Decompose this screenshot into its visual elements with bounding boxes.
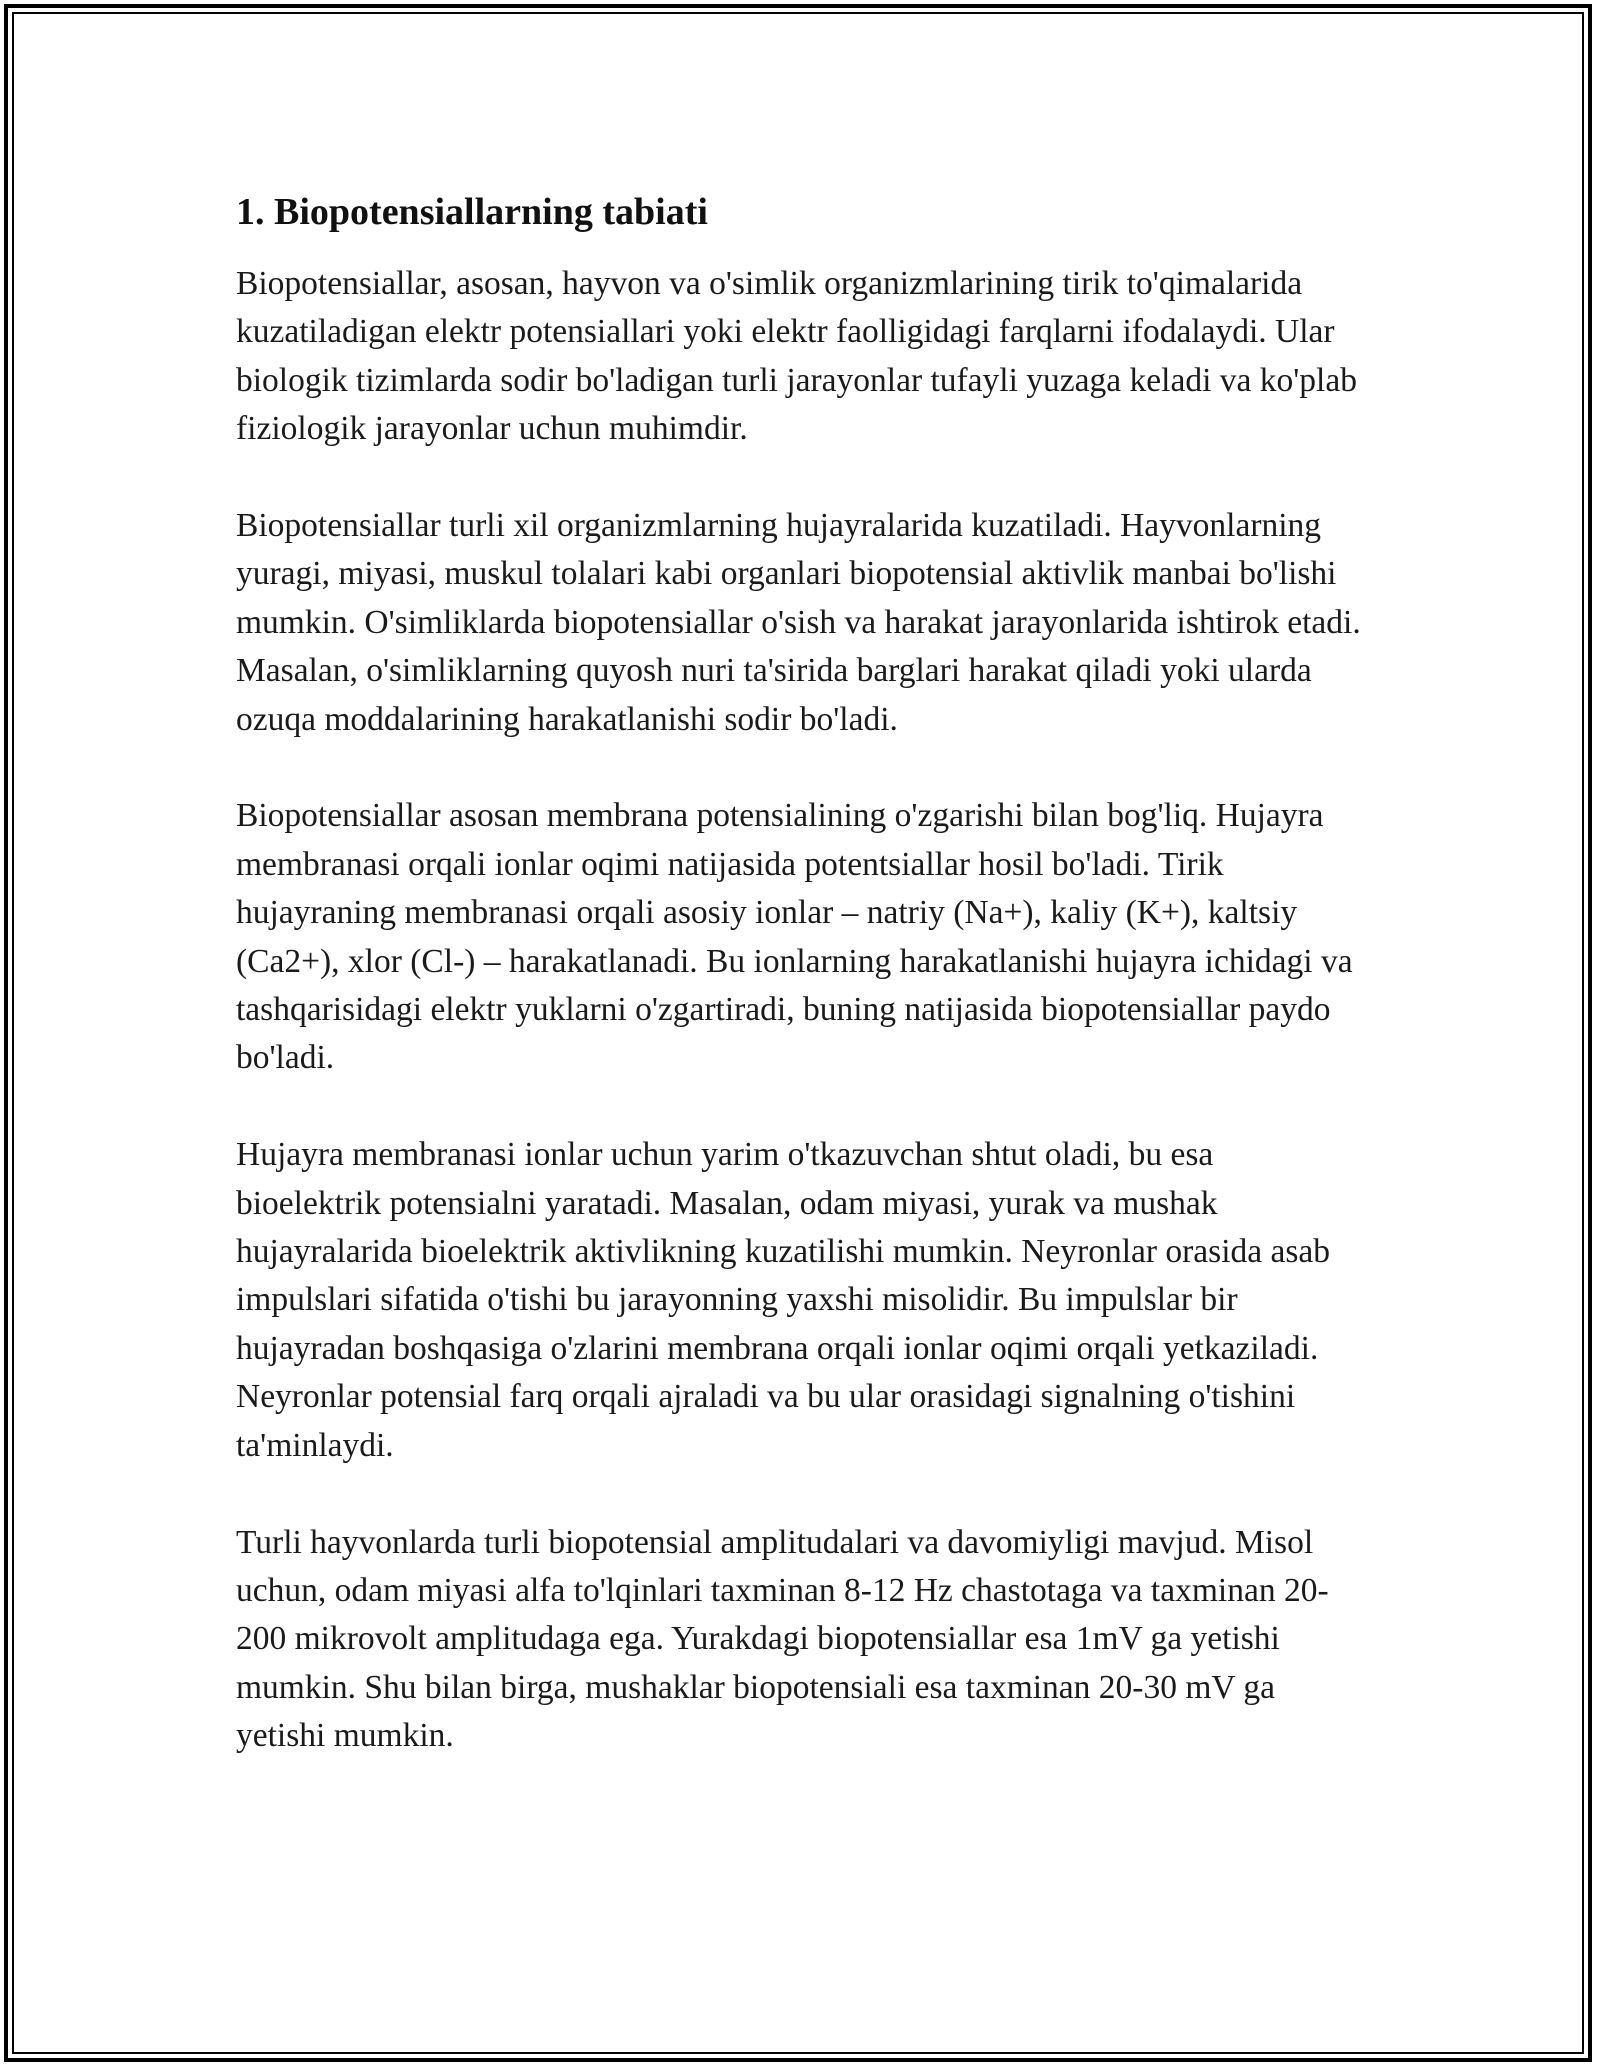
section-heading: 1. Biopotensiallarning tabiati [236, 191, 708, 233]
paragraph-1: Biopotensiallar, asosan, hayvon va o'simlik organizmlarining tirik to'qimalarida kuzatiladigan elektr potensiallari yoki elektr faolligidagi farqlarni ifodalaydi. Ular biologik tizimlarda sodir bo'ladigan turli jarayonlar tufayli yuzaga keladi va ko'plab fiziologik jarayonlar uchun muhimdir. [236, 265, 1357, 448]
document-body [236, 184, 1366, 1809]
paragraph-2: Biopotensiallar turli xil organizmlarning hujayralarida kuzatiladi. Hayvonlarning yuragi, miyasi, muskul tolalari kabi organlari biopotensial aktivlik manbai bo'lishi mumkin. O'simliklarda biopotensiallar o'sish va harakat jarayonlarida ishtirok etadi. Masalan, o'simliklarning quyosh nuri ta'sirida barglari harakat qiladi yoki ularda ozuqa moddalarining harakatlanishi sodir bo'ladi. [236, 507, 1361, 738]
paragraph-3: Biopotensiallar asosan membrana potensialining o'zgarishi bilan bog'liq. Hujayra membranasi orqali ionlar oqimi natijasida potentsiallar hosil bo'ladi. Tirik hujayraning membranasi orqali asosiy ionlar – natriy (Na+), kaliy (K+), kaltsiy (Ca2+), xlor (Cl-) – harakatlanadi. Bu ionlarning harakatlanishi hujayra ichidagi va tashqarisidagi elektr yuklarni o'zgartiradi, buning natijasida biopotensiallar paydo bo'ladi. [236, 797, 1353, 1077]
paragraph-4: Hujayra membranasi ionlar uchun yarim o'tkazuvchan shtut oladi, bu esa bioelektrik potensialni yaratadi. Masalan, odam miyasi, yurak va mushak hujayralarida bioelektrik aktivlikning kuzatilishi mumkin. Neyronlar orasida asab impulslari sifatida o'tishi bu jarayonning yaxshi misolidir. Bu impulslar bir hujayradan boshqasiga o'zlarini membrana orqali ionlar oqimi orqali yetkaziladi. Neyronlar potensial farq orqali ajraladi va bu ular orasidagi signalning o'tishini ta'minlaydi. [236, 1136, 1331, 1464]
paragraph-5: Turli hayvonlarda turli biopotensial amplitudalari va davomiyligi mavjud. Misol uchun, odam miyasi alfa to'lqinlari taxminan 8-12 Hz chastotaga va taxminan 20-200 mikrovolt amplitudaga ega. Yurakdagi biopotensiallar esa 1mV ga yetishi mumkin. Shu bilan birga, mushaklar biopotensiali esa taxminan 20-30 mV ga yetishi mumkin. [236, 1523, 1329, 1755]
